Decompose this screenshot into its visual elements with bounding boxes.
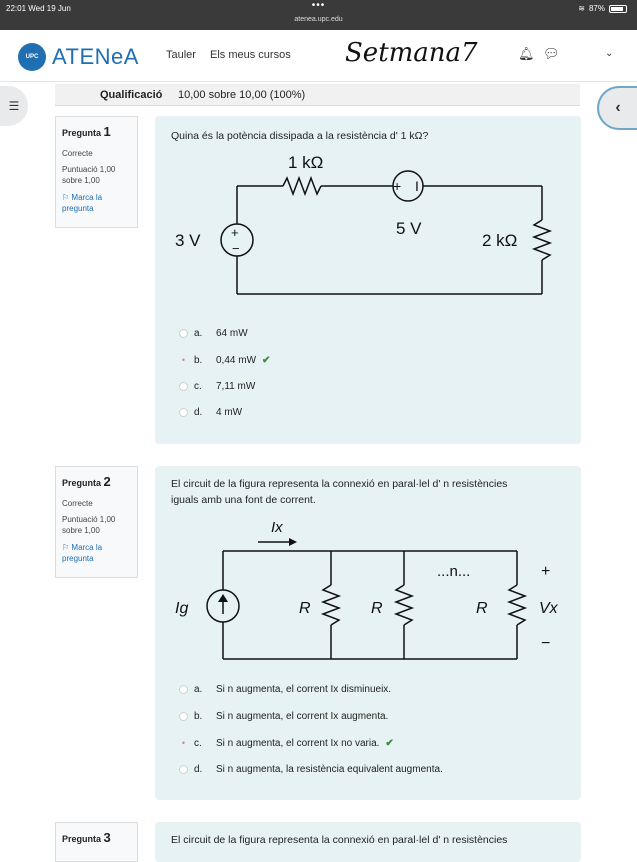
wifi-icon: ≋ xyxy=(578,4,585,13)
ig-label: Ig xyxy=(175,600,189,617)
radio-button-selected[interactable]: • xyxy=(181,738,186,748)
flag-question-2[interactable]: ⚐ Marca la pregunta xyxy=(62,542,103,563)
question-card-2 xyxy=(155,466,581,800)
grade-value: 10,00 sobre 10,00 (100%) xyxy=(178,89,306,101)
r-label-1: R xyxy=(299,600,311,617)
question-state-1: Correcte xyxy=(62,148,93,158)
answer-2b[interactable]: b. Si n augmenta, el corrent Ix augmenta. xyxy=(179,711,388,722)
answer-text: 4 mW xyxy=(216,407,243,418)
r-label-2: R xyxy=(371,600,383,617)
grade-summary-row xyxy=(55,84,580,106)
answer-1b[interactable]: • b. 0,44 mW ✔ xyxy=(179,355,270,366)
status-time: 22:01 Wed 19 Jun xyxy=(6,4,71,13)
source-2-minus: I xyxy=(415,178,419,194)
answer-1a[interactable]: a. 64 mW xyxy=(179,328,248,339)
question-number-1: Pregunta 1 xyxy=(62,124,111,139)
circuit-v1-label: 3 V xyxy=(175,231,201,250)
atenea-logo[interactable]: ATENeA xyxy=(52,44,139,69)
question-grade-1: Puntuació 1,00 sobre 1,00 xyxy=(62,165,116,186)
question-card-1 xyxy=(155,116,581,444)
top-navbar xyxy=(0,30,637,82)
answer-text: Si n augmenta, la resistència equivalent augmenta. xyxy=(216,764,443,775)
battery-indicator xyxy=(578,4,627,13)
answer-text: 64 mW xyxy=(216,328,248,339)
question-info-1 xyxy=(55,116,138,228)
source-1-minus: − xyxy=(232,241,240,256)
vx-label: Vx xyxy=(539,600,558,617)
status-bar xyxy=(0,0,637,30)
n-ellipsis-label: ...n... xyxy=(437,563,471,580)
answer-2d[interactable]: d. Si n augmenta, la resistència equivalent augmenta. xyxy=(179,764,443,775)
circuit-r2-label: 2 kΩ xyxy=(482,231,518,250)
question-text-2: El circuit de la figura representa la connexió en paral·lel d' n resistències iguals amb una font de corrent. xyxy=(171,478,508,507)
question-info-3 xyxy=(55,822,138,862)
ix-label: Ix xyxy=(271,519,283,536)
nav-link-courses[interactable]: Els meus cursos xyxy=(210,49,291,61)
answer-text: Si n augmenta, el corrent Ix disminueix. xyxy=(216,684,392,695)
question-text-3: El circuit de la figura representa la connexió en paral·lel d' n resistències xyxy=(171,834,508,846)
course-index-toggle[interactable] xyxy=(0,86,28,126)
radio-button[interactable] xyxy=(179,712,188,721)
answer-2c[interactable]: • c. Si n augmenta, el corrent Ix no varia. ✔ xyxy=(179,738,394,749)
chevron-left-icon: ‹ xyxy=(615,99,621,116)
source-2-polarity: + xyxy=(393,178,402,194)
chat-bubble-icon[interactable]: 💬︎ xyxy=(543,46,560,61)
answer-1d[interactable]: d. 4 mW xyxy=(179,407,242,418)
handwritten-annotation: Setmana7 xyxy=(345,38,478,68)
radio-button[interactable] xyxy=(179,382,188,391)
user-menu-chevron-icon[interactable]: ⌄ xyxy=(605,48,614,59)
r-label-3: R xyxy=(476,600,488,617)
question-text-1: Quina és la potència dissipada a la resistència d' 1 kΩ? xyxy=(171,130,429,142)
more-dots-icon[interactable]: ••• xyxy=(311,0,326,11)
answer-text: 0,44 mW xyxy=(216,355,257,366)
battery-percent: 87% xyxy=(588,4,605,13)
circuit-diagram-1 xyxy=(155,142,581,327)
answer-text: 7,11 mW xyxy=(216,381,256,392)
question-card-3 xyxy=(155,822,581,862)
quiz-navigation-toggle[interactable] xyxy=(597,86,637,130)
answer-text: Si n augmenta, el corrent Ix no varia. xyxy=(216,738,380,749)
question-info-2 xyxy=(55,466,138,578)
answer-2a[interactable]: a. Si n augmenta, el corrent Ix disminueix. xyxy=(179,684,391,695)
circuit-r1-label: 1 kΩ xyxy=(288,153,324,172)
upc-logo-icon[interactable]: UPC xyxy=(18,43,46,71)
question-state-2: Correcte xyxy=(62,498,93,508)
nav-link-tauler[interactable]: Tauler xyxy=(166,49,196,61)
vx-minus: − xyxy=(541,635,551,652)
question-number-2: Pregunta 2 xyxy=(62,474,111,489)
source-1-plus: + xyxy=(231,225,239,240)
question-number-3: Pregunta 3 xyxy=(62,830,111,845)
battery-icon xyxy=(609,5,627,13)
bell-icon[interactable]: 🔔︎ xyxy=(518,46,535,61)
flag-icon: ⚐ xyxy=(62,542,70,552)
vx-plus: + xyxy=(541,563,551,580)
radio-button[interactable] xyxy=(179,685,188,694)
radio-button[interactable] xyxy=(179,329,188,338)
answer-text: Si n augmenta, el corrent Ix augmenta. xyxy=(216,711,389,722)
flag-icon: ⚐ xyxy=(62,192,70,202)
circuit-v2-label: 5 V xyxy=(396,219,422,238)
check-icon: ✔ xyxy=(262,355,271,366)
radio-button-selected[interactable]: • xyxy=(181,355,186,365)
list-icon: ☰ xyxy=(8,99,20,113)
radio-button[interactable] xyxy=(179,765,188,774)
question-grade-2: Puntuació 1,00 sobre 1,00 xyxy=(62,515,116,536)
grade-label: Qualificació xyxy=(100,89,163,101)
radio-button[interactable] xyxy=(179,408,188,417)
answer-1c[interactable]: c. 7,11 mW xyxy=(179,381,255,392)
address-url[interactable]: atenea.upc.edu xyxy=(294,16,343,23)
circuit-diagram-2 xyxy=(155,506,581,666)
check-icon: ✔ xyxy=(385,738,394,749)
flag-question-1[interactable]: ⚐ Marca la pregunta xyxy=(62,192,103,213)
